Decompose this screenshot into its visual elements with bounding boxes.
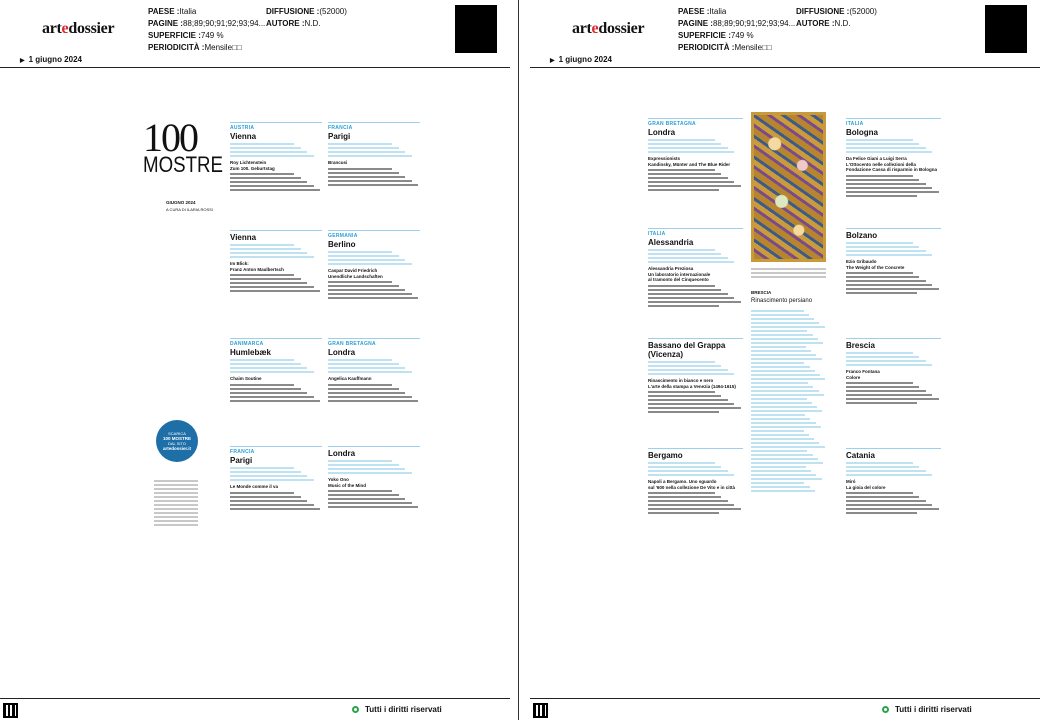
venue-info [230, 143, 322, 157]
status-dot-icon [882, 706, 889, 713]
qr-code [533, 703, 548, 718]
exhibition-description [230, 173, 322, 191]
section-rule [846, 228, 941, 229]
city-name: Catania [846, 451, 875, 460]
venue-info [648, 249, 743, 263]
venue-info [328, 359, 420, 373]
rights-notice: Tutti i diritti riservati [882, 705, 972, 714]
venue-info [230, 467, 322, 481]
exhibition-title: Expressionists Kandinsky, Münter and The Blue Rider [648, 156, 731, 167]
listing-column-a [230, 120, 322, 552]
side-note [154, 478, 198, 528]
exhibition-title: Roy Lichtenstein Zum 100. Geburtstag [230, 160, 275, 171]
exhibition-description [328, 281, 420, 299]
brescia-heading: BRESCIA [751, 290, 772, 295]
issue-date: ▶ 1 giugno 2024 [550, 55, 612, 64]
venue-info [846, 352, 941, 366]
city-name: Londra [328, 348, 356, 357]
exhibition-description [648, 391, 743, 413]
country-label: AUSTRIA [230, 125, 255, 131]
city-name: Parigi [328, 132, 351, 141]
listing-entry [846, 116, 941, 226]
big-word: MOSTRE [143, 152, 224, 177]
city-name: Humlebæk [230, 348, 271, 357]
listing-column-a [648, 116, 743, 556]
section-rule [328, 338, 420, 339]
section-rule [648, 228, 743, 229]
exhibition-title: Caspar David Friedrich Unendliche Landschaften [328, 268, 383, 279]
exhibition-title: Napoli a Bergamo. Uno sguardo sul '600 nella collezione De Vito e in città [648, 479, 736, 490]
listing-entry [230, 120, 322, 228]
exhibition-description [328, 168, 420, 186]
country-label: ITALIA [648, 231, 666, 237]
section-rule [328, 230, 420, 231]
exhibition-title: Ezio Gribaudo The Weight of the Concrete [846, 259, 905, 270]
listing-entry [328, 336, 420, 444]
exhibition-title: Le Monde comme il va [230, 484, 279, 489]
page-header [0, 0, 510, 68]
city-name: Londra [328, 449, 356, 458]
section-rule [328, 122, 420, 123]
exhibition-description [230, 492, 322, 510]
scanned-page [140, 100, 425, 560]
venue-info [230, 359, 322, 373]
issue-label: GIUGNO 2024 [166, 200, 196, 205]
city-name: Bergamo [648, 451, 683, 460]
city-name: Vienna [230, 132, 257, 141]
exhibition-description [328, 490, 420, 508]
section-rule [230, 122, 322, 123]
page-divider [518, 0, 519, 720]
listing-entry [328, 228, 420, 336]
exhibition-title: Alessandria Preziosa Un laboratorio internazionale al tramonto del Cinquecento [648, 266, 711, 282]
download-badge: SCARICA 100 MOSTRE DAL SITO artedossier.it [156, 420, 198, 462]
redacted-box [455, 5, 497, 53]
city-name: Alessandria [648, 238, 694, 247]
venue-info [230, 244, 322, 258]
exhibition-title: Miró La gioia del colore [846, 479, 886, 490]
section-rule [846, 118, 941, 119]
listing-column-b [328, 120, 420, 552]
image-caption [751, 266, 826, 280]
venue-info [648, 139, 743, 153]
listing-entry [648, 116, 743, 226]
exhibition-description [648, 492, 743, 514]
persian-painting-image [751, 112, 826, 262]
exhibition-title: Yoko Ono Music of the Mind [328, 477, 366, 488]
section-rule [230, 338, 322, 339]
section-rule [230, 230, 322, 231]
exhibition-description [230, 274, 322, 292]
country-label: FRANCIA [230, 449, 255, 455]
exhibition-title: Franco Fontana Colore [846, 369, 880, 380]
listing-entry [846, 446, 941, 556]
city-name: Bolzano [846, 231, 878, 240]
city-name: Vienna [230, 233, 257, 242]
right-page [530, 0, 1040, 720]
meta-column-1: PAESE :Italia PAGINE :88;89;90;91;92;93;94... SUPERFICIE :749 % PERIODICITÀ :Mensile□□ [678, 7, 796, 52]
venue-info [846, 139, 941, 153]
exhibition-description [846, 382, 941, 404]
section-rule [648, 448, 743, 449]
section-rule [846, 338, 941, 339]
exhibition-description [230, 384, 322, 402]
scanned-page [648, 100, 948, 560]
left-page [0, 0, 510, 720]
listing-entry [230, 228, 322, 336]
exhibition-description [846, 175, 941, 197]
venue-info [328, 143, 420, 157]
exhibition-title: Chaim Soutine [230, 376, 262, 381]
redacted-box [985, 5, 1027, 53]
meta-column-2: DIFFUSIONE :(52000) AUTORE :N.D. [796, 7, 877, 28]
country-label: GRAN BRETAGNA [648, 121, 696, 127]
status-dot-icon [352, 706, 359, 713]
section-rule [648, 118, 743, 119]
country-label: GRAN BRETAGNA [328, 341, 376, 347]
section-rule [846, 448, 941, 449]
venue-info [648, 361, 743, 375]
venue-info [846, 462, 941, 476]
exhibition-description [648, 169, 743, 191]
logo: artedossier [42, 20, 115, 37]
qr-code [3, 703, 18, 718]
listing-entry [230, 336, 322, 444]
exhibition-description [648, 285, 743, 307]
country-label: ITALIA [846, 121, 864, 127]
listing-entry [846, 336, 941, 446]
listing-entry [648, 336, 743, 446]
venue-info [328, 460, 420, 474]
listing-column-c [846, 116, 941, 556]
listing-entry [648, 446, 743, 556]
exhibition-title: Angelica Kauffmann [328, 376, 372, 381]
rights-notice: Tutti i diritti riservati [352, 705, 442, 714]
exhibition-title: Im Blick: Franz Anton Maulbertsch [230, 261, 284, 272]
listing-entry [328, 120, 420, 228]
section-rule [328, 446, 420, 447]
logo: artedossier [572, 20, 645, 37]
city-name: Bassano del Grappa (Vicenza) [648, 341, 726, 359]
country-label: FRANCIA [328, 125, 353, 131]
city-name: Parigi [230, 456, 253, 465]
exhibition-title: Brancusi [328, 160, 348, 165]
meta-column-2: DIFFUSIONE :(52000) AUTORE :N.D. [266, 7, 347, 28]
city-name: Brescia [846, 341, 875, 350]
big-number: 100 [143, 115, 197, 160]
article-title: Rinascimento persiano [751, 298, 813, 304]
meta-column-1: PAESE :Italia PAGINE :88;89;90;91;92;93;94... SUPERFICIE :749 % PERIODICITÀ :Mensile□□ [148, 7, 266, 52]
section-rule [648, 338, 743, 339]
issue-date: ▶ 1 giugno 2024 [20, 55, 82, 64]
venue-info [846, 242, 941, 256]
listing-entry [328, 444, 420, 552]
section-rule [230, 446, 322, 447]
listing-entry [648, 226, 743, 336]
page-footer [530, 698, 1040, 720]
venue-info [328, 251, 420, 265]
exhibition-description [846, 492, 941, 514]
venue-info [648, 462, 743, 476]
city-name: Londra [648, 128, 676, 137]
exhibition-title: Da Felice Giani a Luigi Serra L'Ottocento nelle collezioni della Fondazione Cassa di risparmio in Bologna [846, 156, 938, 172]
city-name: Bologna [846, 128, 878, 137]
exhibition-description [846, 272, 941, 294]
country-label: GERMANIA [328, 233, 358, 239]
page-footer [0, 698, 510, 720]
listing-entry [846, 226, 941, 336]
page-header [530, 0, 1040, 68]
city-name: Berlino [328, 240, 356, 249]
exhibition-description [328, 384, 420, 402]
listing-entry [230, 444, 322, 552]
curator-label: A CURA DI ILARIA ROSSI [166, 207, 213, 212]
exhibition-title: Rinascimento in bianco e nero L'arte della stampa a Venezia (1494-1615) [648, 378, 736, 389]
article-body [751, 308, 826, 494]
country-label: DANIMARCA [230, 341, 264, 347]
